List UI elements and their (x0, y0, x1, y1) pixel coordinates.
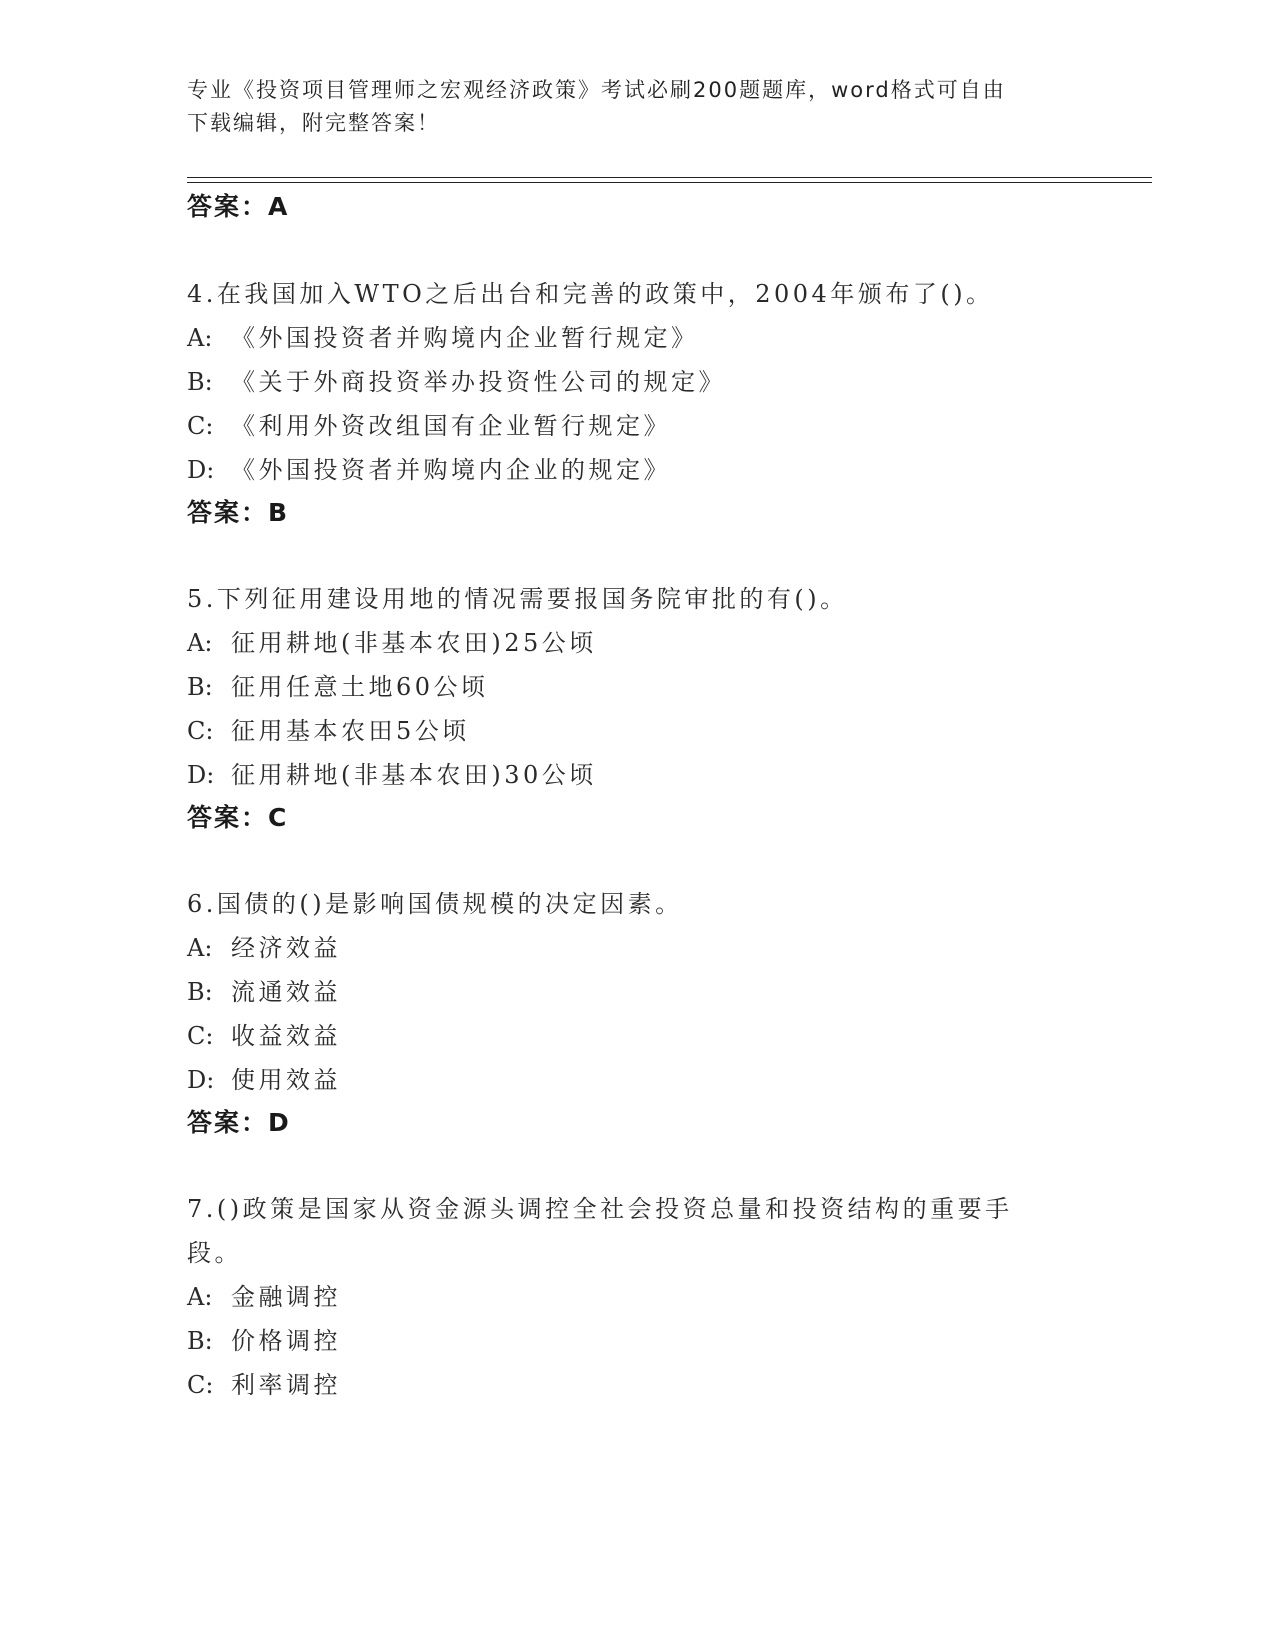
answer-value: A (268, 192, 290, 221)
header-divider-top (187, 177, 1152, 178)
option-letter: A: (187, 934, 213, 962)
option-text: 《关于外商投资举办投资性公司的规定》 (231, 368, 726, 396)
answer-value: C (268, 803, 289, 832)
option-letter: A: (187, 1283, 213, 1311)
option-text: 征用基本农田5公顷 (231, 717, 470, 745)
q7-option-c (187, 1365, 341, 1400)
option-letter: B: (187, 673, 213, 701)
option-text: 金融调控 (231, 1283, 341, 1311)
q4-option-b (187, 362, 726, 397)
q4-answer (187, 493, 289, 529)
q6-option-a (187, 928, 341, 963)
option-letter: B: (187, 368, 213, 396)
answer-prefix: 答案： (187, 803, 269, 832)
q4-option-d (187, 450, 671, 485)
q6-option-d (187, 1060, 341, 1095)
option-letter: C: (187, 717, 214, 745)
option-text: 价格调控 (231, 1327, 341, 1355)
q5-option-a (187, 623, 597, 658)
answer-prefix: 答案： (187, 1108, 269, 1137)
option-text: 收益效益 (231, 1022, 341, 1050)
option-text: 使用效益 (231, 1066, 341, 1094)
option-letter: C: (187, 1022, 214, 1050)
q4-stem: 4.在我国加入WTO之后出台和完善的政策中，2004年颁布了()。 (187, 280, 994, 308)
answer-value: D (268, 1108, 291, 1137)
option-letter: A: (187, 324, 213, 352)
header-divider-bottom (187, 182, 1152, 183)
q6-option-b (187, 972, 341, 1007)
q5-option-c (187, 711, 470, 746)
q5-option-d (187, 755, 597, 790)
option-text: 《外国投资者并购境内企业暂行规定》 (231, 324, 699, 352)
option-text: 经济效益 (231, 934, 341, 962)
q7-option-a (187, 1277, 341, 1312)
header-line-1: 专业《投资项目管理师之宏观经济政策》考试必刷200题题库，word格式可自由 (187, 78, 1006, 102)
q7-stem-line-1: 7.()政策是国家从资金源头调控全社会投资总量和投资结构的重要手 (187, 1195, 1013, 1223)
q5-option-b (187, 667, 489, 702)
option-letter: C: (187, 412, 214, 440)
option-letter: B: (187, 978, 213, 1006)
q5-stem: 5.下列征用建设用地的情况需要报国务院审批的有()。 (187, 585, 848, 613)
option-text: 《利用外资改组国有企业暂行规定》 (231, 412, 671, 440)
q4-option-c (187, 406, 671, 441)
answer-value: B (268, 498, 290, 527)
option-text: 流通效益 (231, 978, 341, 1006)
q6-answer (187, 1103, 291, 1139)
option-letter: A: (187, 629, 213, 657)
q4-option-a (187, 318, 699, 353)
option-letter: D: (187, 761, 215, 789)
option-text: 征用耕地(非基本农田)25公顷 (231, 629, 597, 657)
q7-stem-line-2: 段。 (187, 1239, 242, 1267)
q3-answer (187, 187, 289, 223)
option-letter: D: (187, 1066, 215, 1094)
option-letter: B: (187, 1327, 213, 1355)
option-text: 征用耕地(非基本农田)30公顷 (231, 761, 597, 789)
option-letter: C: (187, 1371, 214, 1399)
q5-answer (187, 798, 288, 834)
q6-option-c (187, 1016, 341, 1051)
option-text: 利率调控 (231, 1371, 341, 1399)
option-text: 征用任意土地60公顷 (231, 673, 489, 701)
option-text: 《外国投资者并购境内企业的规定》 (231, 456, 671, 484)
answer-prefix: 答案： (187, 192, 269, 221)
document-header (187, 74, 1067, 140)
q7-option-b (187, 1321, 341, 1356)
q6-stem: 6.国债的()是影响国债规模的决定因素。 (187, 890, 683, 918)
option-letter: D: (187, 456, 215, 484)
header-line-2: 下载编辑，附完整答案！ (187, 111, 440, 135)
answer-prefix: 答案： (187, 498, 269, 527)
